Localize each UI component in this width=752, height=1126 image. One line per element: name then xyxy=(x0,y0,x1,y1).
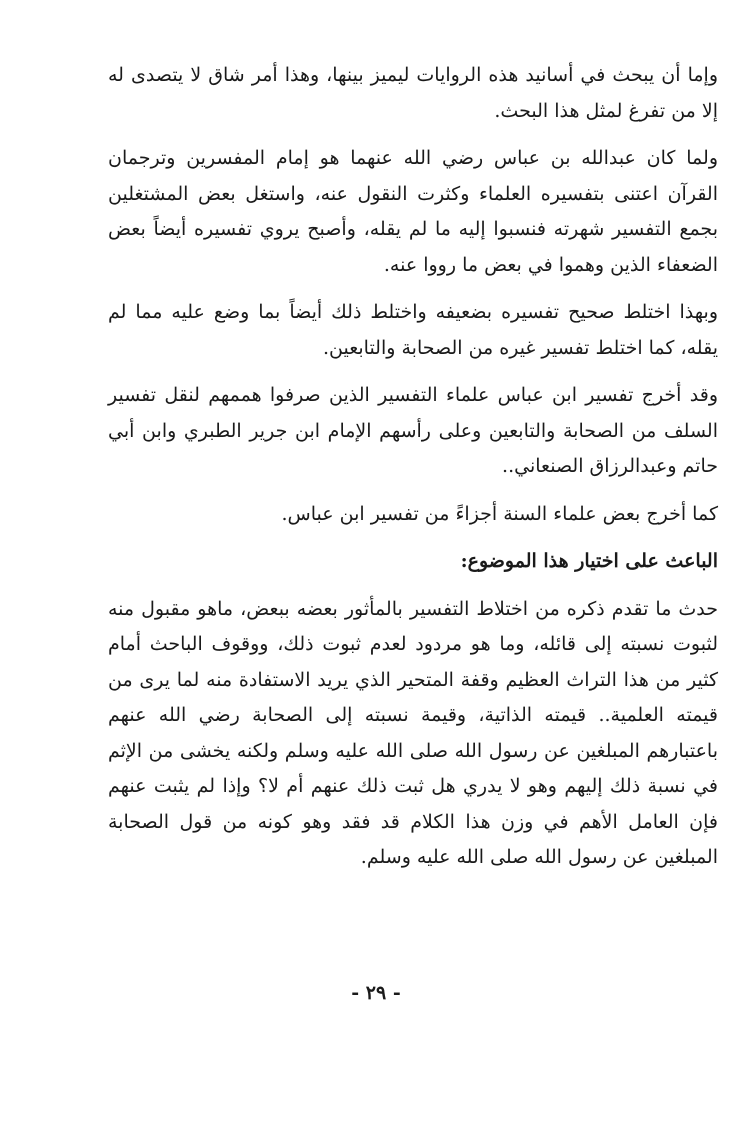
paragraph-tafsir-collectors: وقد أخرج تفسير ابن عباس علماء التفسير الذين صرفوا هممهم لنقل تفسير السلف من الصحابة والتابعين وعلى رأسهم الإمام ابن جرير الطبري وابن أبي حاتم وعبدالرزاق الصنعاني.. xyxy=(108,384,718,477)
paragraph-motivation-body: حدث ما تقدم ذكره من اختلاط التفسير بالمأثور بعضه ببعض، ماهو مقبول منه لثبوت نسبته إلى قائله، وما هو مردود لعدم ثبوت ذلك، ووقوف الباحث أمام كثير من هذا التراث العظيم وقفة المتحير الذي يريد الاستفادة منه لما يرى من قيمته العلمية.. قيمته الذاتية، وقيمة نسبته إلى الصحابة رضي الله عنهم باعتبارهم المبلغين عن رسول الله صلى الله عليه وسلم ولكنه يخشى من الإثم في نسبة ذلك إليهم وهو لا يدري هل ثبت ذلك عنهم أم لا؟ وإذا لم يثبت عنهم فإن العامل الأهم في وزن هذا الكلام قد فقد وهو كونه من قول الصحابة المبلغين عن رسول الله صلى الله عليه وسلم. xyxy=(108,597,718,868)
paragraph-ibn-abbas-status: ولما كان عبدالله بن عباس رضي الله عنهما هو إمام المفسرين وترجمان القرآن اعتنى بتفسيره العلماء وكثرت النقول عنه، واستغل بعض المشتغلين بجمع التفسير شهرته فنسبوا إليه ما لم يقله، وأصبح يروي تفسيره أيضاً بعض الضعفاء الذين وهموا في بعض ما رووا عنه. xyxy=(108,147,718,276)
page-text-block xyxy=(108,58,718,876)
section-heading-motivation: الباعث على اختيار هذا الموضوع: xyxy=(460,550,718,572)
paragraph-isnad-research: وإما أن يبحث في أسانيد هذه الروايات ليميز بينها، وهذا أمر شاق لا يتصدى له إلا من تفرغ لمثل هذا البحث. xyxy=(108,64,718,122)
paragraph-mixing-of-tafsir: وبهذا اختلط صحيح تفسيره بضعيفه واختلط ذلك أيضاً بما وضع عليه مما لم يقله، كما اختلط تفسير غيره من الصحابة والتابعين. xyxy=(108,301,718,359)
page-number: - ٢٩ - xyxy=(351,982,401,1004)
paragraph-sunnah-scholars: كما أخرج بعض علماء السنة أجزاءً من تفسير ابن عباس. xyxy=(281,502,718,525)
